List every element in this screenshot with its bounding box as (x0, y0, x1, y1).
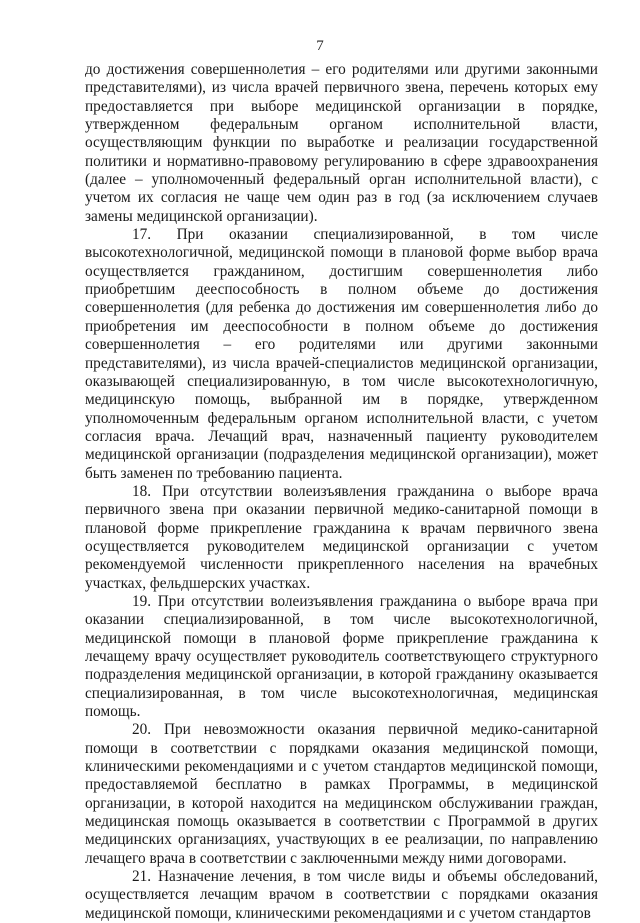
paragraph-21: 21. Назначение лечения, в том числе виды и объемы обследований, осуществляется лечащим врачом в соответствии с порядками оказания медицинской помощи, клиническими рекомендациями и с учетом стандартов (85, 868, 598, 922)
paragraph-continuation: до достижения совершеннолетия – его родителями или другими законными представителями), из числа врачей первичного звена, перечень которых ему предоставляется при выборе медицинской организации в порядке, утвержденном федеральным органом исполнительной власти, осуществляющим функции по выработке и реализации государственной политики и нормативно-правовому регулированию в сфере здравоохранения (далее – уполномоченный федеральный орган исполнительной власти), с учетом их согласия не чаще чем один раз в год (за исключением случаев замены медицинской организации). (85, 61, 598, 225)
paragraph-17: 17. При оказании специализированной, в том числе высокотехнологичной, медицинской помощи в плановой форме выбор врача осуществляется гражданином, достигшим совершеннолетия либо приобретшим дееспособность в полном объеме до достижения совершеннолетия (для ребенка до достижения им совершеннолетия либо до приобретения им дееспособности в полном объеме до достижения совершеннолетия – его родителями или другими законными представителями), из числа врачей-специалистов медицинской организации, оказывающей специализированную, в том числе высокотехнологичную, медицинскую помощь, выбранной им в порядке, утвержденном уполномоченным федеральным органом исполнительной власти, с учетом согласия врача. Лечащий врач, назначенный пациенту руководителем медицинской организации (подразделения медицинской организации), может быть заменен по требованию пациента. (85, 226, 598, 482)
page-number: 7 (316, 38, 324, 54)
paragraph-20: 20. При невозможности оказания первичной медико-санитарной помощи в соответствии с порядками оказания медицинской помощи, клиническими рекомендациями и с учетом стандартов медицинской помощи, предоставляемой бесплатно в рамках Программы, в медицинской организации, в которой находится на медицинском обслуживании граждан, медицинская помощь оказывается в соответствии с Программой в других медицинских организациях, участвующих в ее реализации, по направлению лечащего врача в соответствии с заключенными между ними договорами. (85, 721, 598, 867)
paragraph-19: 19. При отсутствии волеизъявления гражданина о выборе врача при оказании специализированной, в том числе высокотехнологичной, медицинской помощи в плановой форме прикрепление гражданина к лечащему врачу осуществляет руководитель соответствующего структурного подразделения медицинской организации, в которой гражданину оказывается специализированная, в том числе высокотехнологичная, медицинская помощь. (85, 592, 598, 721)
paragraph-18: 18. При отсутствии волеизъявления гражданина о выборе врача первичного звена при оказании первичной медико-санитарной помощи в плановой форме прикрепление гражданина к врачам первичного звена осуществляется руководителем медицинской организации с учетом рекомендуемой численности прикрепленного населения на врачебных участках, фельдшерских участках. (85, 482, 598, 592)
document-body (85, 61, 598, 923)
